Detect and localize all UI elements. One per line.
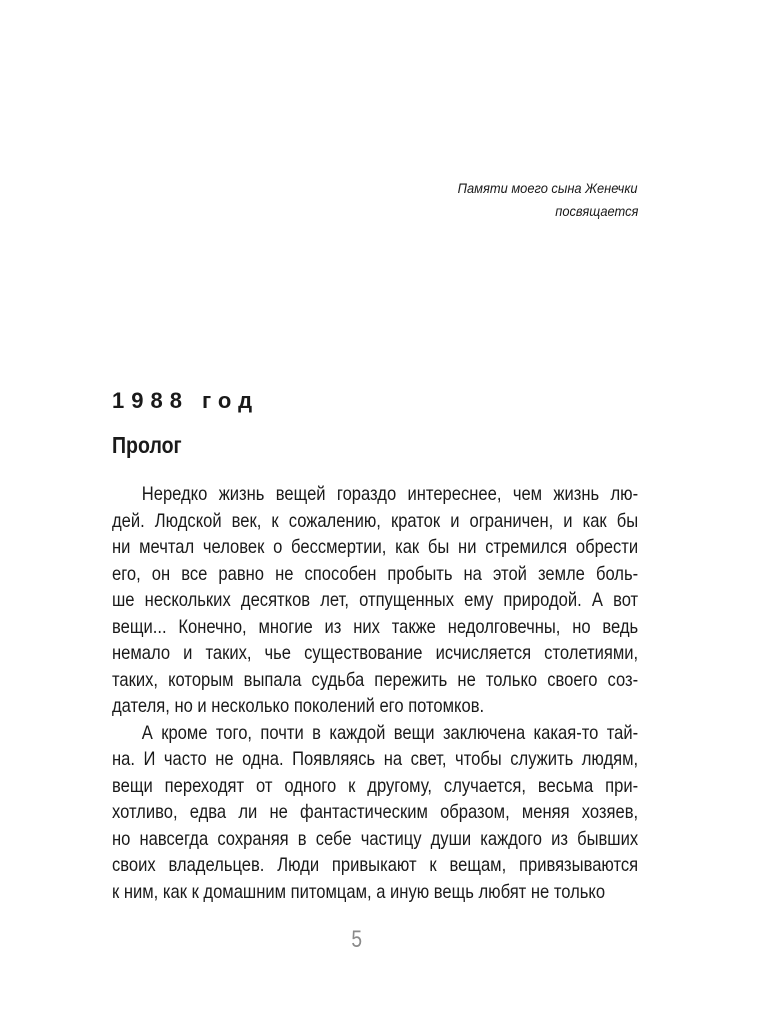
page-number-text: 5 (351, 926, 363, 953)
year-heading: 1988 год (112, 388, 260, 413)
text-line: дей. Людской век, к сожалению, краток и ограничен, и как бы (112, 509, 639, 532)
epigraph-line: посвящается (554, 203, 638, 219)
text-line: ше нескольких десятков лет, отпущенных ему природой. А вот (112, 589, 639, 611)
chapter-title: Пролог (112, 432, 182, 458)
page-number (0, 926, 714, 954)
text-line: таких, которым выпала судьба пережить не только своего соз- (112, 668, 639, 691)
text-line: Нередко жизнь вещей гораздо интереснее, чем жизнь лю- (141, 483, 639, 505)
text-line: на. И часто не одна. Появляясь на свет, чтобы служить людям, (112, 748, 639, 770)
epigraph-line: Памяти моего сына Женечки (458, 180, 638, 196)
text-line: его, он все равно не способен пробыть на этой земле боль- (112, 562, 639, 585)
text-line: вещи... Конечно, многие из них также недолговечны, но ведь (112, 615, 639, 638)
text-line: дателя, но и несколько поколений его потомков. (112, 695, 485, 717)
text-line: А кроме того, почти в каждой вещи заключена какая-то тай- (141, 721, 639, 744)
text-line: немало и таких, чье существование исчисляется столетиями, (112, 642, 639, 664)
body-text (112, 481, 638, 905)
text-line: к ним, как к домашним питомцам, а иную вещь любят не только (112, 880, 606, 903)
text-line: хотливо, едва ли не фантастическим образом, меняя хозяев, (112, 801, 639, 823)
text-line: ни мечтал человек о бессмертии, как бы ни стремился обрести (112, 536, 639, 558)
text-line: вещи переходят от одного к другому, случается, весьма при- (112, 774, 639, 797)
text-line: своих владельцев. Люди привыкают к вещам, привязываются (112, 854, 639, 876)
text-line: но навсегда сохраняя в себе частицу души каждого из бывших (112, 827, 639, 850)
